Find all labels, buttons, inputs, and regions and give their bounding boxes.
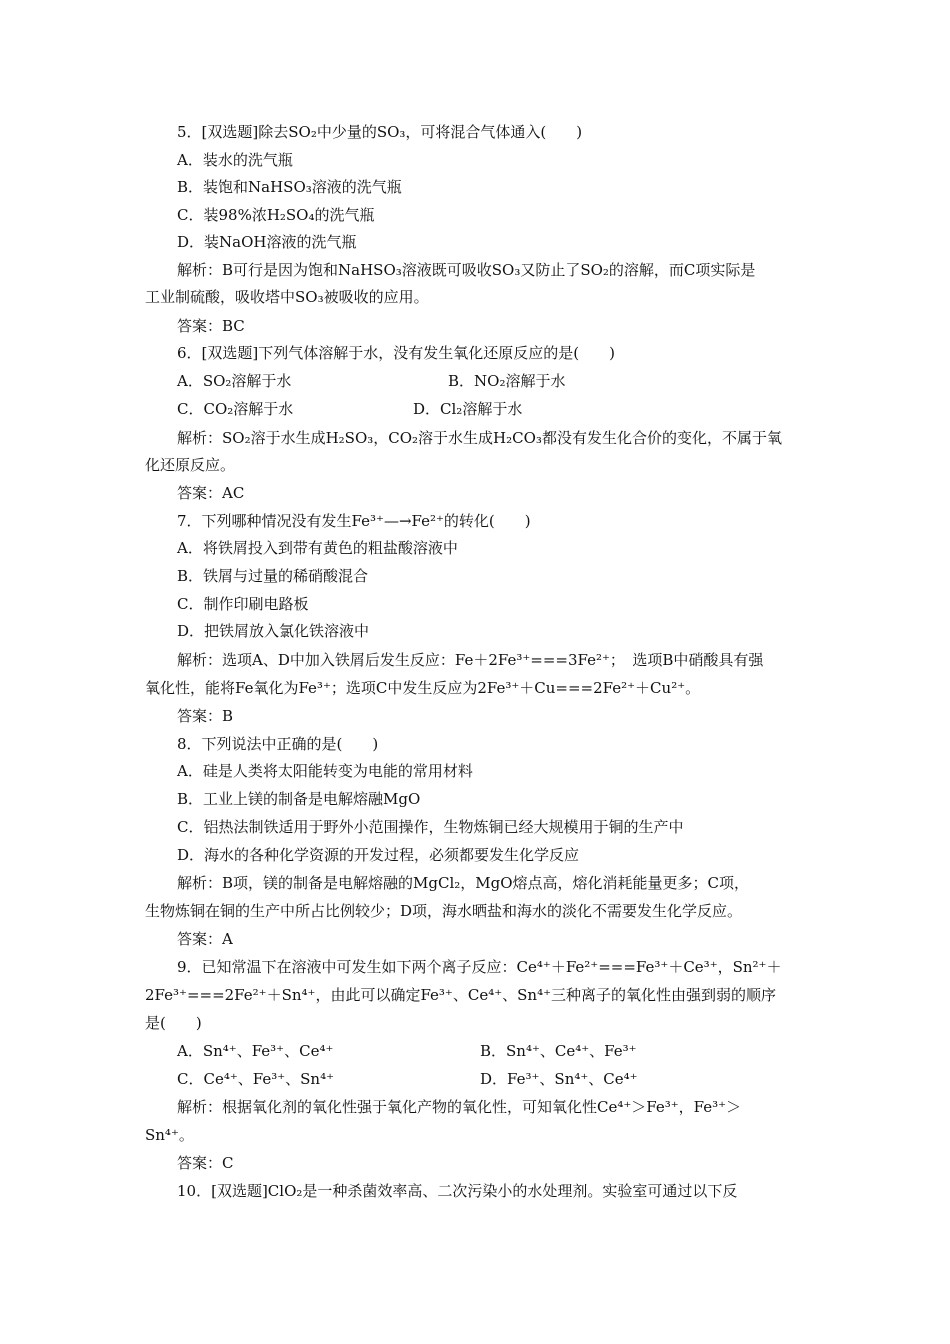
q7-option-c: C．制作印刷电路板 bbox=[177, 595, 309, 613]
q6-option-d: D．Cl₂溶解于水 bbox=[413, 400, 523, 418]
q7-option-d: D．把铁屑放入氯化铁溶液中 bbox=[177, 622, 370, 640]
q9-stem-cont-1: 2Fe³⁺===2Fe²⁺＋Sn⁴⁺，由此可以确定Fe³⁺、Ce⁴⁺、Sn⁴⁺三种离子的氧化性由强到弱的顺序 bbox=[145, 986, 776, 1004]
q5-option-a: A．装水的洗气瓶 bbox=[177, 151, 293, 169]
q6-option-c: C．CO₂溶解于水 bbox=[177, 400, 294, 418]
q7-analysis-cont: 氧化性，能将Fe氧化为Fe³⁺；选项C中发生反应为2Fe³⁺＋Cu===2Fe²⁺＋Cu²⁺。 bbox=[145, 679, 701, 697]
question-10-stem: 10．[双选题]ClO₂是一种杀菌效率高、二次污染小的水处理剂。实验室可通过以下反 bbox=[177, 1182, 738, 1200]
q7-option-b: B．铁屑与过量的稀硝酸混合 bbox=[177, 567, 369, 585]
question-9-stem: 9．已知常温下在溶液中可发生如下两个离子反应：Ce⁴⁺＋Fe²⁺===Fe³⁺＋Ce³⁺，Sn²⁺＋ bbox=[177, 958, 782, 976]
q7-option-a: A．将铁屑投入到带有黄色的粗盐酸溶液中 bbox=[177, 539, 458, 557]
q5-option-b: B．装饱和NaHSO₃溶液的洗气瓶 bbox=[177, 178, 402, 196]
q8-option-d: D．海水的各种化学资源的开发过程，必须都要发生化学反应 bbox=[177, 846, 580, 864]
q8-analysis: 解析：B项，镁的制备是电解熔融的MgCl₂，MgO熔点高，熔化消耗能量更多；C项， bbox=[177, 874, 750, 892]
q6-option-a: A．SO₂溶解于水 bbox=[177, 372, 292, 390]
q5-analysis-cont: 工业制硫酸，吸收塔中SO₃被吸收的应用。 bbox=[145, 288, 429, 306]
q8-answer: 答案：A bbox=[177, 930, 233, 948]
q7-analysis: 解析：选项A、D中加入铁屑后发生反应：Fe＋2Fe³⁺===3Fe²⁺； 选项B中硝酸具有强 bbox=[177, 651, 764, 669]
q9-option-b: B．Sn⁴⁺、Ce⁴⁺、Fe³⁺ bbox=[480, 1042, 637, 1060]
q5-analysis: 解析：B可行是因为饱和NaHSO₃溶液既可吸收SO₃又防止了SO₂的溶解，而C项实际是 bbox=[177, 261, 756, 279]
q9-option-d: D．Fe³⁺、Sn⁴⁺、Ce⁴⁺ bbox=[480, 1070, 638, 1088]
q9-option-a: A．Sn⁴⁺、Fe³⁺、Ce⁴⁺ bbox=[177, 1042, 334, 1060]
q5-option-d: D．装NaOH溶液的洗气瓶 bbox=[177, 233, 357, 251]
q9-analysis-cont: Sn⁴⁺。 bbox=[145, 1126, 194, 1144]
q7-answer: 答案：B bbox=[177, 707, 234, 725]
q6-option-b: B．NO₂溶解于水 bbox=[448, 372, 566, 390]
q8-option-c: C．铝热法制铁适用于野外小范围操作，生物炼铜已经大规模用于铜的生产中 bbox=[177, 818, 684, 836]
question-5-stem: 5．[双选题]除去SO₂中少量的SO₃，可将混合气体通入( ) bbox=[177, 123, 583, 141]
q9-stem-cont-2: 是( ) bbox=[145, 1014, 202, 1032]
q5-option-c: C．装98%浓H₂SO₄的洗气瓶 bbox=[177, 206, 375, 224]
q6-analysis: 解析：SO₂溶于水生成H₂SO₃，CO₂溶于水生成H₂CO₃都没有发生化合价的变化，不属于氧 bbox=[177, 429, 782, 447]
question-6-stem: 6．[双选题]下列气体溶解于水，没有发生氧化还原反应的是( ) bbox=[177, 344, 615, 362]
q9-answer: 答案：C bbox=[177, 1154, 234, 1172]
q8-option-b: B．工业上镁的制备是电解熔融MgO bbox=[177, 790, 421, 808]
q9-option-c: C．Ce⁴⁺、Fe³⁺、Sn⁴⁺ bbox=[177, 1070, 335, 1088]
question-8-stem: 8．下列说法中正确的是( ) bbox=[177, 735, 379, 753]
q6-analysis-cont: 化还原反应。 bbox=[145, 456, 236, 474]
q8-analysis-cont: 生物炼铜在铜的生产中所占比例较少；D项，海水晒盐和海水的淡化不需要发生化学反应。 bbox=[145, 902, 743, 920]
question-7-stem: 7．下列哪种情况没有发生Fe³⁺—→Fe²⁺的转化( ) bbox=[177, 512, 531, 530]
q9-analysis: 解析：根据氧化剂的氧化性强于氧化产物的氧化性，可知氧化性Ce⁴⁺＞Fe³⁺，Fe³⁺＞ bbox=[177, 1098, 742, 1116]
q8-option-a: A．硅是人类将太阳能转变为电能的常用材料 bbox=[177, 762, 473, 780]
q5-answer: 答案：BC bbox=[177, 317, 245, 335]
q6-answer: 答案：AC bbox=[177, 484, 245, 502]
